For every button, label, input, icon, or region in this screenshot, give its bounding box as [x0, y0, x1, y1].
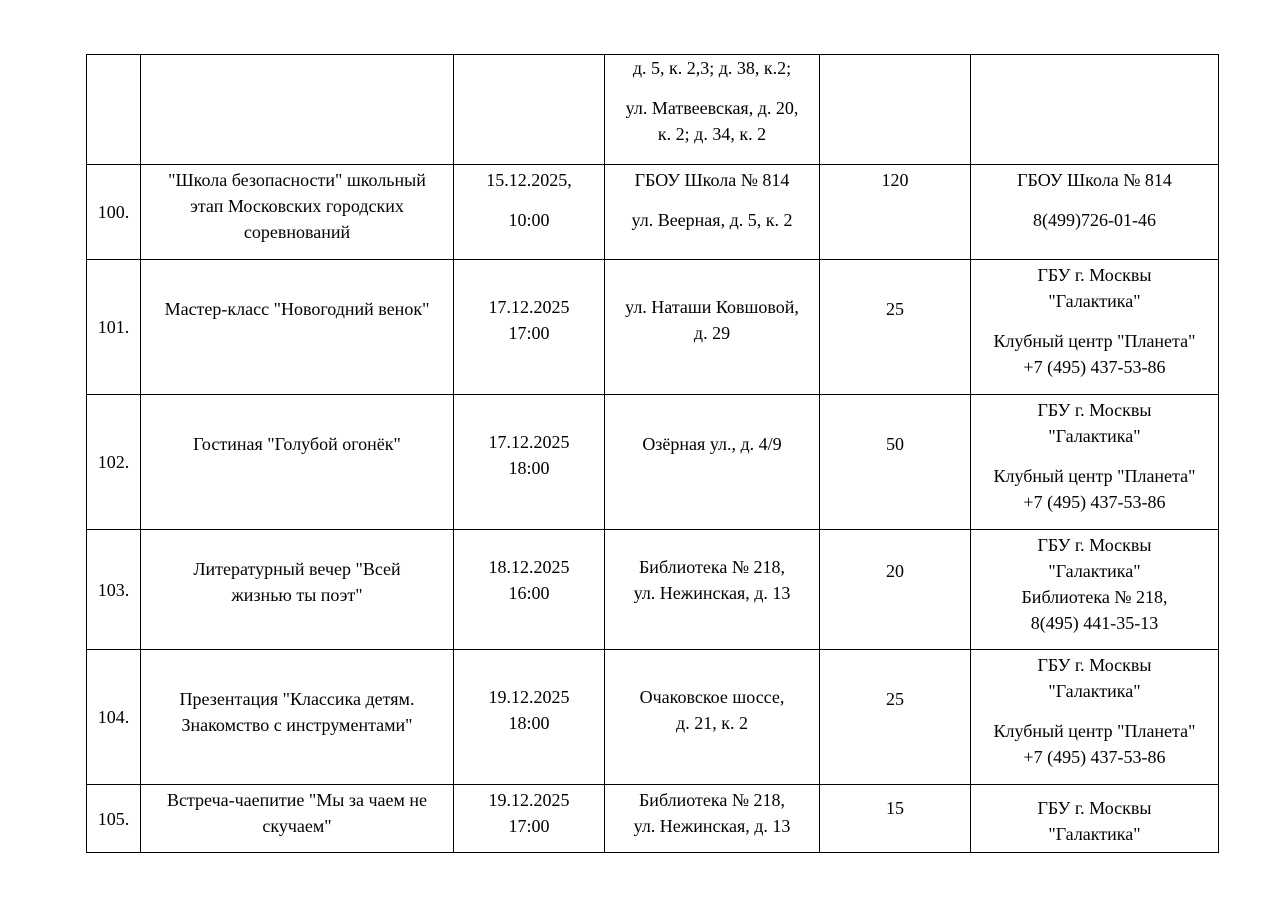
organizer-contact-line: 8(495) 441-35-13: [1030, 613, 1159, 633]
organizer-contact-line: Клубный центр "Планета": [993, 331, 1196, 351]
organizer-contact-line: "Галактика": [1048, 824, 1141, 844]
event-datetime-line: 16:00: [508, 583, 550, 603]
event-datetime-line: 18:00: [508, 713, 550, 733]
event-name-line: Презентация "Классика детям.: [179, 689, 415, 709]
events-table-body: [87, 55, 1219, 853]
organizer-contact: [971, 55, 1219, 165]
table-row: [87, 260, 1219, 395]
organizer-contact-paragraph: [971, 652, 1218, 704]
organizer-contact-line: 8(499)726-01-46: [1033, 210, 1156, 230]
event-name-line: Гостиная "Голубой огонёк": [193, 434, 401, 454]
event-datetime-line: 18.12.2025: [488, 557, 570, 577]
event-datetime-paragraph: [454, 429, 604, 481]
event-place-line: ул. Веерная, д. 5, к. 2: [631, 210, 793, 230]
event-place-line: ул. Нежинская, д. 13: [633, 816, 791, 836]
organizer-contact-paragraph: [971, 397, 1218, 449]
organizer-contact-paragraph: [971, 167, 1218, 193]
event-datetime: [454, 785, 605, 853]
event-datetime-line: 19.12.2025: [488, 687, 570, 707]
event-place-paragraph: [605, 294, 819, 346]
organizer-contact-line: "Галактика": [1048, 291, 1141, 311]
organizer-contact-paragraph: [971, 328, 1218, 380]
organizer-contact-line: Клубный центр "Планета": [993, 721, 1196, 741]
organizer-contact-line: ГБУ г. Москвы: [1037, 535, 1152, 555]
event-datetime-line: 17:00: [508, 323, 550, 343]
organizer-contact: [971, 530, 1219, 650]
organizer-contact-paragraph: [971, 718, 1218, 770]
organizer-contact-line: "Галактика": [1048, 426, 1141, 446]
event-datetime-line: 17.12.2025: [488, 297, 570, 317]
event-place: [605, 785, 820, 853]
organizer-contact-line: ГБУ г. Москвы: [1037, 655, 1152, 675]
table-row: [87, 395, 1219, 530]
organizer-contact-line: +7 (495) 437-53-86: [1023, 492, 1166, 512]
event-name: [141, 55, 454, 165]
event-place-line: ул. Матвеевская, д. 20,: [625, 98, 799, 118]
event-place-paragraph: [605, 431, 819, 457]
event-datetime: [454, 55, 605, 165]
participant-count: [820, 395, 971, 530]
row-number-text: 102.: [97, 452, 130, 472]
event-place-line: д. 21, к. 2: [676, 713, 748, 733]
organizer-contact-paragraph: [971, 532, 1218, 636]
organizer-contact-paragraph: [971, 795, 1218, 847]
event-place-line: ГБОУ Школа № 814: [634, 170, 790, 190]
event-datetime-paragraph: [454, 684, 604, 736]
organizer-contact-line: +7 (495) 437-53-86: [1023, 357, 1166, 377]
organizer-contact-paragraph: [971, 262, 1218, 314]
event-place-paragraph: [605, 684, 819, 736]
row-number: [87, 530, 141, 650]
event-place-paragraph: [605, 55, 819, 81]
event-name-line: скучаем": [262, 816, 332, 836]
organizer-contact-line: ГБУ г. Москвы: [1037, 400, 1152, 420]
event-datetime-paragraph: [454, 207, 604, 233]
event-name-line: Литературный вечер "Всей: [193, 559, 401, 579]
event-datetime-paragraph: [454, 554, 604, 606]
event-place-line: Озёрная ул., д. 4/9: [642, 434, 782, 454]
participant-count-text: 25: [886, 689, 904, 709]
event-datetime: [454, 165, 605, 260]
event-name: [141, 530, 454, 650]
organizer-contact-line: ГБОУ Школа № 814: [1017, 170, 1172, 190]
event-place-line: ул. Наташи Ковшовой,: [625, 297, 799, 317]
event-datetime-line: 17:00: [508, 816, 550, 836]
event-place-line: ул. Нежинская, д. 13: [633, 583, 791, 603]
event-datetime-line: 15.12.2025,: [486, 170, 572, 190]
event-place-line: Библиотека № 218,: [638, 790, 786, 810]
event-place: [605, 530, 820, 650]
participant-count: [820, 650, 971, 785]
organizer-contact-line: ГБУ г. Москвы: [1037, 265, 1152, 285]
row-number: [87, 650, 141, 785]
participant-count-text: 15: [886, 798, 904, 818]
participant-count-text: 120: [881, 170, 909, 190]
event-name-line: Мастер-класс "Новогодний венок": [164, 299, 430, 319]
organizer-contact-line: +7 (495) 437-53-86: [1023, 747, 1166, 767]
row-number-text: 105.: [97, 808, 130, 829]
organizer-contact: [971, 650, 1219, 785]
event-place-line: Библиотека № 218,: [638, 557, 786, 577]
row-number: [87, 260, 141, 395]
event-place-line: к. 2; д. 34, к. 2: [657, 124, 767, 144]
participant-count: [820, 260, 971, 395]
event-place: [605, 650, 820, 785]
event-place: [605, 395, 820, 530]
participant-count: [820, 785, 971, 853]
event-datetime-paragraph: [454, 787, 604, 839]
participant-count-text: 20: [886, 561, 904, 581]
event-datetime: [454, 395, 605, 530]
event-place-paragraph: [605, 167, 819, 193]
event-name-line: Встреча-чаепитие "Мы за чаем не: [166, 790, 428, 810]
row-number: [87, 395, 141, 530]
event-name: [141, 785, 454, 853]
event-name-line: этап Московских городских: [190, 196, 404, 216]
table-row: [87, 165, 1219, 260]
table-row: [87, 55, 1219, 165]
events-table: [86, 54, 1219, 853]
event-datetime-paragraph: [454, 167, 604, 193]
event-place-paragraph: [605, 787, 819, 839]
participant-count: [820, 530, 971, 650]
event-place-line: Очаковское шоссе,: [639, 687, 785, 707]
row-number: [87, 55, 141, 165]
event-name: [141, 650, 454, 785]
table-row: [87, 650, 1219, 785]
event-place-paragraph: [605, 554, 819, 606]
row-number-text: 100.: [97, 202, 130, 222]
event-place-line: д. 29: [693, 323, 731, 343]
row-number: [87, 165, 141, 260]
event-datetime: [454, 260, 605, 395]
event-datetime-paragraph: [454, 294, 604, 346]
organizer-contact: [971, 260, 1219, 395]
participant-count-text: 50: [886, 434, 904, 454]
organizer-contact-line: Библиотека № 218,: [1021, 587, 1168, 607]
event-place-paragraph: [605, 207, 819, 233]
event-name-line: соревнований: [243, 222, 351, 242]
row-number-text: 101.: [97, 317, 130, 337]
organizer-contact: [971, 785, 1219, 853]
event-datetime-line: 17.12.2025: [488, 432, 570, 452]
organizer-contact: [971, 165, 1219, 260]
participant-count-text: 25: [886, 299, 904, 319]
organizer-contact-line: "Галактика": [1048, 681, 1141, 701]
participant-count: [820, 165, 971, 260]
row-number-text: 104.: [97, 707, 130, 727]
event-name-line: Знакомство с инструментами": [181, 715, 413, 735]
event-place-line: д. 5, к. 2,3; д. 38, к.2;: [632, 58, 792, 78]
organizer-contact-paragraph: [971, 463, 1218, 515]
table-row: [87, 530, 1219, 650]
event-name-line: жизнью ты поэт": [231, 585, 363, 605]
event-datetime: [454, 530, 605, 650]
row-number-text: 103.: [97, 579, 130, 600]
event-place: [605, 260, 820, 395]
event-datetime: [454, 650, 605, 785]
row-number: [87, 785, 141, 853]
organizer-contact-line: ГБУ г. Москвы: [1037, 798, 1152, 818]
event-name: [141, 395, 454, 530]
event-datetime-line: 19.12.2025: [488, 790, 570, 810]
organizer-contact-line: "Галактика": [1048, 561, 1141, 581]
event-datetime-line: 10:00: [508, 210, 550, 230]
organizer-contact: [971, 395, 1219, 530]
event-name: [141, 260, 454, 395]
event-name-line: "Школа безопасности" школьный: [168, 170, 426, 190]
table-row: [87, 785, 1219, 853]
event-name: [141, 165, 454, 260]
organizer-contact-line: Клубный центр "Планета": [993, 466, 1196, 486]
organizer-contact-paragraph: [971, 207, 1218, 233]
participant-count: [820, 55, 971, 165]
event-place: [605, 165, 820, 260]
event-place-paragraph: [605, 95, 819, 147]
event-datetime-line: 18:00: [508, 458, 550, 478]
event-place: [605, 55, 820, 165]
